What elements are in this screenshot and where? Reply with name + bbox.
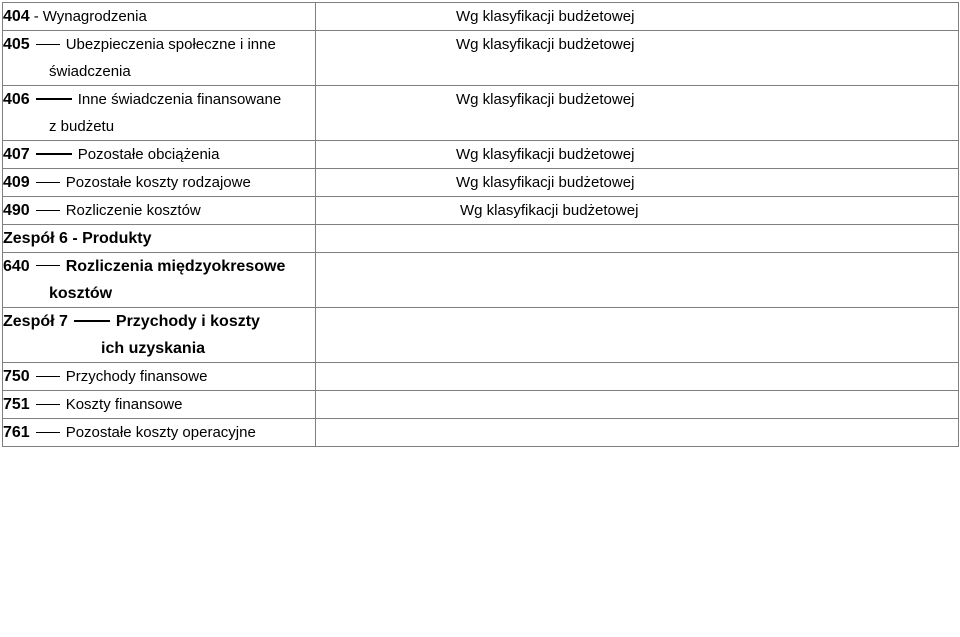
group-heading-cell	[3, 225, 316, 253]
account-label-continued: z budżetu	[49, 118, 115, 135]
account-code: 490	[3, 202, 30, 219]
dash-line	[36, 153, 72, 155]
account-code: 405	[3, 36, 30, 53]
account-label: Rozliczenia międzyokresowe	[65, 258, 286, 275]
table-row	[3, 363, 959, 391]
classification-cell	[316, 31, 959, 86]
classification-cell	[316, 86, 959, 141]
account-cell	[3, 363, 316, 391]
group-heading: Zespół 7	[3, 313, 68, 330]
account-cell	[3, 253, 316, 308]
group-heading-label: Przychody i koszty	[115, 313, 260, 330]
dash-line	[36, 376, 60, 377]
account-table	[2, 2, 959, 447]
account-label: Rozliczenie kosztów	[65, 202, 201, 219]
classification-text: Wg klasyfikacji budżetowej	[460, 202, 639, 219]
group-heading-cell	[3, 308, 316, 363]
account-label: Pozostałe koszty operacyjne	[65, 424, 256, 441]
classification-text: Wg klasyfikacji budżetowej	[456, 36, 635, 53]
classification-cell	[316, 169, 959, 197]
account-cell	[3, 31, 316, 86]
account-cell	[3, 3, 316, 31]
account-code: 761	[3, 424, 30, 441]
account-label-continued: świadczenia	[49, 63, 131, 80]
empty-cell	[316, 419, 959, 447]
table-row	[3, 141, 959, 169]
table-row	[3, 225, 959, 253]
account-code: 750	[3, 368, 30, 385]
group-heading: Zespół 6 - Produkty	[3, 230, 152, 247]
account-label: Inne świadczenia finansowane	[77, 91, 282, 108]
table-row	[3, 31, 959, 86]
account-label: Ubezpieczenia społeczne i inne	[65, 36, 276, 53]
dash-line	[74, 320, 110, 322]
account-label-continued: kosztów	[49, 285, 113, 302]
empty-cell	[316, 363, 959, 391]
dash-line	[36, 44, 60, 45]
table-row	[3, 3, 959, 31]
classification-text: Wg klasyfikacji budżetowej	[456, 146, 635, 163]
table-row	[3, 197, 959, 225]
account-cell	[3, 141, 316, 169]
account-label: Przychody finansowe	[65, 368, 208, 385]
table-row	[3, 391, 959, 419]
dash-line	[36, 432, 60, 433]
account-cell	[3, 86, 316, 141]
account-label: Koszty finansowe	[65, 396, 183, 413]
empty-cell	[316, 308, 959, 363]
account-code: 407	[3, 146, 30, 163]
account-cell	[3, 169, 316, 197]
classification-text: Wg klasyfikacji budżetowej	[456, 91, 635, 108]
empty-cell	[316, 391, 959, 419]
classification-cell	[316, 141, 959, 169]
account-code: 404	[3, 8, 30, 25]
dash-line	[36, 98, 72, 100]
account-code: 406	[3, 91, 30, 108]
separator: -	[33, 8, 39, 25]
table-row	[3, 419, 959, 447]
classification-text: Wg klasyfikacji budżetowej	[456, 8, 635, 25]
classification-text: Wg klasyfikacji budżetowej	[456, 174, 635, 191]
classification-cell	[316, 197, 959, 225]
dash-line	[36, 182, 60, 183]
empty-cell	[316, 225, 959, 253]
group-heading-continued: ich uzyskania	[101, 340, 206, 357]
dash-line	[36, 265, 60, 266]
account-code: 409	[3, 174, 30, 191]
table-row	[3, 308, 959, 363]
account-label: Pozostałe koszty rodzajowe	[65, 174, 251, 191]
account-label: Wynagrodzenia	[42, 8, 147, 25]
dash-line	[36, 210, 60, 211]
account-code: 751	[3, 396, 30, 413]
account-cell	[3, 391, 316, 419]
account-cell	[3, 197, 316, 225]
table-row	[3, 169, 959, 197]
dash-line	[36, 404, 60, 405]
account-code: 640	[3, 258, 30, 275]
table-row	[3, 86, 959, 141]
empty-cell	[316, 253, 959, 308]
account-cell	[3, 419, 316, 447]
account-label: Pozostałe obciążenia	[77, 146, 220, 163]
table-row	[3, 253, 959, 308]
classification-cell	[316, 3, 959, 31]
